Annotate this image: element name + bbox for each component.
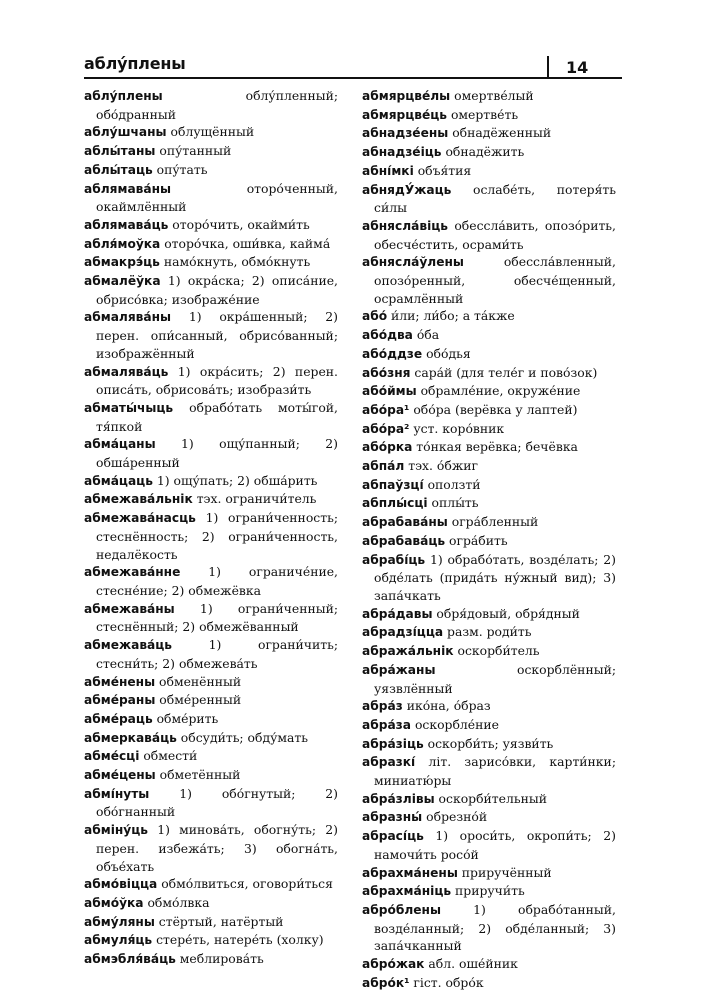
entry-headword: абме́нены	[84, 674, 156, 689]
entry-headword: абля́моўка	[84, 236, 161, 251]
dictionary-entry	[84, 729, 338, 748]
dictionary-entry	[362, 345, 616, 364]
dictionary-entry	[84, 399, 338, 435]
entry-definition: обнадёжить	[441, 144, 525, 160]
entry-headword: або́ймы	[362, 384, 417, 399]
entry-headword: абме́сці	[84, 749, 140, 764]
entry-definition: абл. оше́йник	[424, 956, 518, 972]
entry-headword: абмежава́льнік	[84, 492, 193, 507]
dictionary-entry	[84, 235, 338, 254]
entry-definition: 1) ощу́пать; 2) обша́рить	[152, 472, 318, 488]
dictionary-entry	[84, 894, 338, 913]
dictionary-entry	[362, 532, 616, 551]
dictionary-entry	[362, 401, 616, 420]
dictionary-entry	[362, 901, 616, 955]
dictionary-entry	[362, 162, 616, 181]
dictionary-entry	[362, 124, 616, 143]
entry-headword: абмі́нуты	[84, 786, 150, 801]
entry-headword: абмалява́ны	[84, 310, 172, 325]
entry-headword: абро́блены	[362, 902, 441, 917]
entry-definition: тэх. о́бжиг	[404, 458, 478, 474]
entry-definition: 1) обрабо́тать, возде́лать; 2) обде́лать (прида́ть ну́жный вид); 3) запа́чкать	[374, 551, 616, 603]
dictionary-entry	[362, 143, 616, 162]
entry-headword: абмо́віцца	[84, 877, 158, 892]
entry-headword: абра́з	[362, 699, 403, 714]
entry-headword: або́ра²	[362, 421, 410, 436]
entry-headword: абро́к¹	[362, 975, 410, 990]
entry-headword: абрабава́ць	[362, 533, 446, 548]
running-head-word: аблу́плены	[84, 54, 186, 73]
entry-headword: або́зня	[362, 365, 411, 380]
entry-headword: абразкі́	[362, 755, 416, 770]
entry-definition: обо́дья	[422, 345, 471, 361]
dictionary-entry	[362, 808, 616, 827]
entry-definition: стере́ть, натере́ть (холку)	[152, 932, 324, 948]
entry-definition: 1) окра́ска; 2) описа́ние, обрисо́вка; изображе́ние	[96, 273, 338, 307]
dictionary-entry	[362, 494, 616, 513]
entry-definition: 1) ограни́ченный; стеснённый; 2) обмежёванный	[96, 600, 338, 635]
dictionary-entry	[84, 490, 338, 509]
dictionary-entry	[362, 974, 616, 993]
entry-definition: обрезно́й	[422, 809, 488, 825]
entry-definition: гіст. обро́к	[409, 974, 484, 990]
dictionary-entry	[362, 551, 616, 605]
dictionary-entry	[84, 766, 338, 785]
entry-definition: обмести́	[139, 748, 198, 764]
dictionary-entry	[362, 307, 616, 326]
dictionary-entry	[362, 513, 616, 532]
entry-definition: 1) ощу́панный; 2) обша́ренный	[96, 436, 338, 471]
entry-headword: або́два	[362, 328, 413, 343]
entry-definition: оплы́ть	[427, 495, 479, 511]
entry-definition: уст. коро́вник	[409, 420, 505, 436]
entry-definition: ико́на, о́браз	[402, 698, 491, 714]
dictionary-entry	[84, 785, 338, 821]
dictionary-entry	[362, 827, 616, 863]
entry-headword: абму́ляны	[84, 914, 155, 929]
dictionary-entry	[84, 216, 338, 235]
entry-headword: абража́льнік	[362, 644, 454, 659]
dictionary-entry	[362, 642, 616, 661]
entry-definition: оползти́	[423, 476, 481, 492]
entry-definition: то́нкая верёвка; бечёвка	[412, 439, 578, 455]
entry-definition: 1) ороси́ть, окропи́ть; 2) намочи́ть росо́й	[374, 828, 616, 862]
dictionary-entry	[84, 636, 338, 672]
entry-definition: омертве́лый	[450, 88, 534, 103]
entry-definition: огра́бленный	[447, 514, 539, 530]
dictionary-entry	[84, 363, 338, 399]
entry-headword: абра́давы	[362, 606, 433, 621]
entry-headword: абме́раць	[84, 711, 153, 726]
dictionary-entry	[84, 710, 338, 729]
entry-headword: абнясла́віць	[362, 218, 448, 233]
entry-headword: абнадзе́іць	[362, 145, 442, 160]
entry-definition: облу́пленный; обо́дранный	[96, 88, 338, 122]
entry-definition: о́ба	[412, 327, 440, 343]
entry-definition: приручи́ть	[451, 883, 525, 899]
entry-headword: або́рка	[362, 440, 413, 455]
entry-headword: аблямава́ны	[84, 181, 172, 196]
entry-headword: або́	[362, 309, 388, 324]
entry-definition: обессла́вить, опозо́рить, обесче́стить, осрами́ть	[374, 217, 616, 252]
entry-headword: абро́жак	[362, 957, 425, 972]
entry-headword: абні́мкі	[362, 163, 414, 178]
dictionary-entry	[84, 747, 338, 766]
entry-headword: аблу́шчаны	[84, 125, 167, 140]
entry-definition: 1) окра́сить; 2) перен. описа́ть, обрисова́ть; изобрази́ть	[96, 363, 338, 398]
dictionary-entry	[362, 217, 616, 253]
entry-headword: абра́жаны	[362, 662, 436, 677]
dictionary-entry	[362, 882, 616, 901]
dictionary-entry	[84, 673, 338, 692]
entry-headword: абмалява́ць	[84, 364, 169, 379]
entry-definition: літ. зарисо́вки, карти́нки; миниатю́ры	[374, 754, 616, 789]
dictionary-entry	[84, 600, 338, 636]
entry-headword: абмежава́насць	[84, 511, 196, 526]
dictionary-entry	[362, 476, 616, 495]
dictionary-entry	[362, 735, 616, 754]
dictionary-entry	[84, 435, 338, 471]
entry-definition: обрамле́ние, окруже́ние	[416, 383, 581, 399]
dictionary-entry	[362, 697, 616, 716]
entry-definition: 1) окра́шенный; 2) перен. опи́санный, обрисо́ванный; изображённый	[96, 309, 338, 361]
entry-headword: абмежава́ць	[84, 638, 172, 653]
header-vertical-rule	[547, 56, 549, 78]
dictionary-entry	[362, 181, 616, 217]
entry-headword: абпа́л	[362, 459, 405, 474]
entry-headword: абрахма́нены	[362, 865, 458, 880]
entry-headword: або́ддзе	[362, 346, 423, 361]
dictionary-entry	[362, 364, 616, 383]
entry-headword: абмакрэ́ць	[84, 255, 160, 270]
entry-headword: абмо́ўка	[84, 895, 144, 910]
dictionary-entry	[84, 308, 338, 362]
entry-headword: абмежава́ны	[84, 601, 175, 616]
dictionary-entry	[84, 875, 338, 894]
entry-definition: оторо́чить, окайми́ть	[168, 216, 310, 232]
entry-headword: абме́раны	[84, 693, 156, 708]
entry-headword: аблямава́ць	[84, 217, 169, 232]
dictionary-entry	[84, 472, 338, 491]
entry-definition: объя́тия	[413, 162, 472, 178]
entry-headword: абра́злівы	[362, 791, 435, 806]
entry-headword: абрасі́ць	[362, 829, 424, 844]
entry-definition: меблирова́ть	[175, 951, 264, 967]
dictionary-entry	[84, 931, 338, 950]
entry-headword: абплы́сці	[362, 496, 428, 511]
entry-definition: обессла́вленный, опозо́ренный, обесче́щенный, осрамлённый	[374, 254, 616, 306]
entry-headword: абразны́	[362, 810, 423, 825]
entry-headword: абрахма́ніць	[362, 884, 452, 899]
entry-headword: абме́цены	[84, 768, 156, 783]
dictionary-entry	[84, 87, 338, 123]
entry-definition: разм. роди́ть	[443, 624, 532, 640]
dictionary-entry	[84, 509, 338, 563]
dictionary-entry	[84, 950, 338, 969]
entry-headword: абпаўзці́	[362, 477, 424, 492]
entry-headword: абмярцве́лы	[362, 89, 451, 103]
dictionary-entry	[84, 563, 338, 599]
entry-definition: оскорби́тельный	[434, 790, 547, 806]
entry-definition: сара́й (для теле́г и пово́зок)	[410, 364, 598, 380]
dictionary-entry	[362, 955, 616, 974]
dictionary-entry	[362, 87, 616, 106]
dictionary-entry	[84, 253, 338, 272]
entry-definition: оторо́ченный, окаймлённый	[96, 180, 338, 215]
entry-headword: абра́зіць	[362, 736, 424, 751]
entry-definition: обмо́лвиться, оговори́ться	[157, 876, 333, 892]
entry-definition: приручённый	[457, 864, 552, 880]
dictionary-entry	[362, 106, 616, 125]
entry-headword: абмэбля́ва́ць	[84, 952, 176, 967]
entry-definition: обме́рить	[152, 710, 219, 726]
entry-definition: 1) ограниче́ние, стесне́ние; 2) обмежёвка	[96, 564, 338, 598]
entry-headword: абмеркава́ць	[84, 730, 177, 745]
entry-definition: огра́бить	[445, 532, 508, 548]
entry-headword: абмежава́нне	[84, 565, 181, 580]
entry-definition: обмо́лвка	[143, 894, 210, 910]
entry-headword: аблы́таны	[84, 144, 156, 159]
entry-definition: облущённый	[166, 124, 255, 140]
dictionary-entry	[84, 691, 338, 710]
entry-headword: абматы́чыць	[84, 400, 174, 415]
entry-definition: 1) минова́ть, обогну́ть; 2) перен. избежа́ть; 3) обогна́ть, объе́хать	[96, 822, 338, 874]
dictionary-entry	[362, 753, 616, 789]
entry-definition: стёртый, натёртый	[154, 913, 284, 929]
entry-headword: абрабава́ны	[362, 515, 448, 530]
left-column	[84, 87, 338, 969]
entry-definition: обо́ра (верёвка у лаптей)	[409, 401, 578, 417]
entry-definition: опу́тать	[152, 161, 208, 177]
right-column	[362, 87, 616, 992]
entry-headword: абма́цаны	[84, 437, 156, 452]
dictionary-entry	[362, 438, 616, 457]
dictionary-entry	[84, 821, 338, 875]
entry-headword: абнясла́ўлены	[362, 255, 464, 270]
entry-headword: аблы́таць	[84, 162, 153, 177]
entry-headword: абрадзі́цца	[362, 625, 444, 640]
dictionary-entry	[362, 605, 616, 624]
entry-definition: опу́танный	[155, 143, 232, 159]
entry-headword: абма́цаць	[84, 473, 153, 488]
dictionary-entry	[362, 326, 616, 345]
dictionary-entry	[362, 864, 616, 883]
dictionary-entry	[84, 180, 338, 216]
entry-definition: намо́кнуть, обмо́кнуть	[159, 254, 311, 270]
entry-definition: оскорбле́ние	[411, 716, 499, 732]
entry-definition: тэх. ограничи́тель	[192, 491, 317, 507]
entry-definition: обменённый	[155, 673, 242, 689]
entry-definition: 1) обрабо́танный, возде́ланный; 2) обде́ланный; 3) запа́чканный	[374, 901, 616, 954]
dictionary-entry	[362, 420, 616, 439]
entry-headword: аблу́плены	[84, 89, 163, 103]
dictionary-entry	[362, 457, 616, 476]
dictionary-entry	[84, 123, 338, 142]
entry-definition: обрабо́тать моты́гой, тя́пкой	[96, 399, 338, 434]
entry-headword: абмалёўка	[84, 274, 161, 289]
dictionary-entry	[84, 272, 338, 308]
dictionary-entry	[362, 661, 616, 697]
dictionary-entry	[84, 142, 338, 161]
entry-headword: абнадзе́ены	[362, 126, 449, 141]
entry-definition: оторо́чка, оши́вка, кайма́	[160, 235, 331, 251]
entry-headword: абмярцве́ць	[362, 107, 447, 122]
entry-definition: обнадёженный	[448, 125, 552, 141]
entry-definition: оскорби́ть; уязви́ть	[423, 735, 554, 751]
entry-definition: оскорблённый; уязвлённый	[374, 661, 616, 696]
entry-definition: 1) обо́гнутый; 2) обо́гнанный	[96, 785, 338, 820]
dictionary-entry	[84, 161, 338, 180]
entry-definition: обря́довый, обря́дный	[432, 605, 580, 621]
dictionary-entry	[362, 253, 616, 307]
entry-definition: ослабе́ть, потеря́ть си́лы	[374, 181, 616, 216]
entry-definition: обме́ренный	[155, 692, 242, 708]
entry-headword: абнядУ́жаць	[362, 182, 452, 197]
entry-definition: оскорби́тель	[453, 643, 540, 659]
entry-headword: абрабі́ць	[362, 552, 426, 567]
entry-definition: 1) ограни́чить; стесни́ть; 2) обмежева́ть	[96, 637, 338, 671]
header-rule	[84, 77, 622, 79]
entry-headword: або́ра¹	[362, 402, 410, 417]
entry-headword: абра́за	[362, 717, 411, 732]
entry-headword: абміну́ць	[84, 823, 148, 838]
entry-definition: 1) ограни́ченность; стеснённость; 2) ограни́ченность, недалёкость	[96, 510, 338, 562]
dictionary-entry	[362, 716, 616, 735]
dictionary-entry	[362, 790, 616, 809]
page-number: 14	[566, 58, 589, 77]
entry-definition: обсуди́ть; обду́мать	[176, 729, 309, 745]
dictionary-entry	[362, 382, 616, 401]
entry-definition: обметённый	[155, 767, 241, 783]
entry-headword: абмуля́ць	[84, 933, 153, 948]
dictionary-entry	[362, 623, 616, 642]
entry-definition: омертве́ть	[447, 106, 519, 122]
entry-definition: и́ли; ли́бо; а та́кже	[387, 308, 515, 324]
dictionary-entry	[84, 913, 338, 932]
